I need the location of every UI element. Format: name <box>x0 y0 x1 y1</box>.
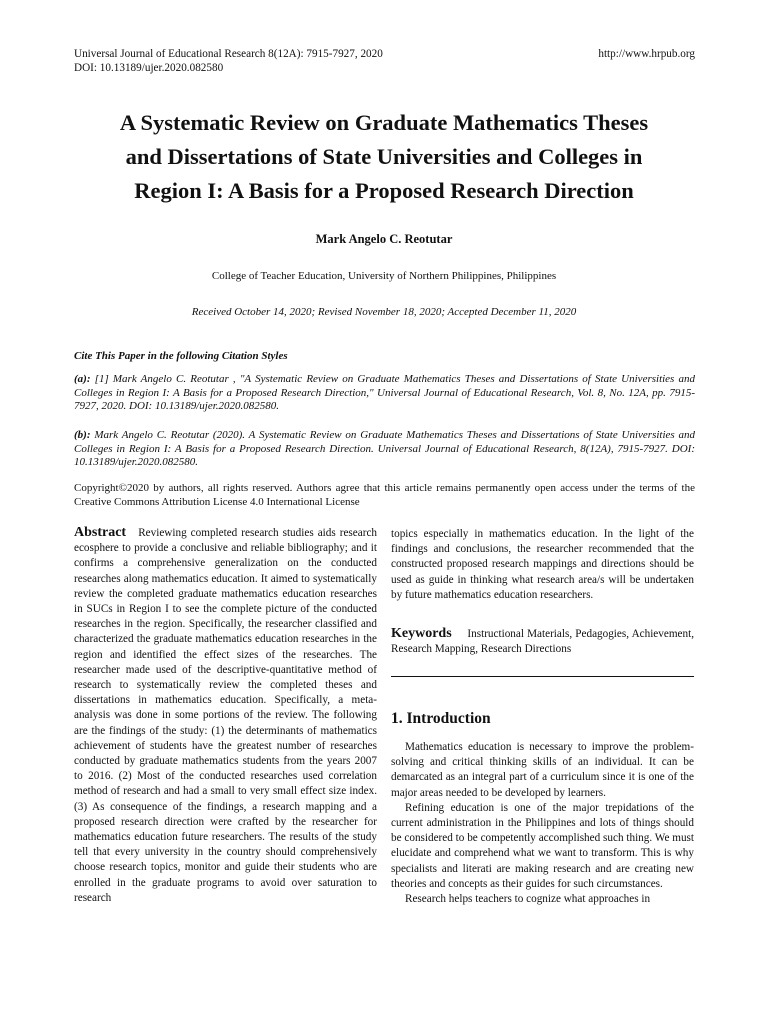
keywords-label: Keywords <box>391 626 452 641</box>
section-divider <box>391 676 694 677</box>
abstract <box>74 525 377 906</box>
journal-url[interactable]: http://www.hrpub.org <box>598 48 695 60</box>
citation-b-text: Mark Angelo C. Reotutar (2020). A Systematic Review on Graduate Mathematics Theses and Dissertations of State Universities and Colleges in Region I: A Basis for a Proposed Research Direction. Universal Journal of Educational Research, 8(12A), 7915-7927. DOI: 10.13189/ujer.2020.082580. <box>74 429 695 469</box>
citation-b-label: (b): <box>74 429 91 441</box>
introduction-heading: 1. Introduction <box>391 710 491 727</box>
intro-paragraph-1: Mathematics education is necessary to improve the problem-solving and critical thinking skills of an individual. It can be demarcated as an integral part of a curriculum since it is one of the major areas needed to be developed by learners. <box>391 741 694 799</box>
intro-paragraph-2: Refining education is one of the major trepidations of the current administration in the Philippines and lots of things should be considered to be competently accomplished such thing. We must elucidate and comprehend what we want to transform. This is why specialists and literati are making research and are creating new theories and concepts as their guides for such circumstances. <box>391 801 694 890</box>
affiliation: College of Teacher Education, University of Northern Philippines, Philippines <box>211 270 557 282</box>
introduction-body <box>391 740 694 907</box>
citation-style-b <box>74 429 695 470</box>
citation-a-label: (a): <box>74 373 91 385</box>
abstract-continuation: topics especially in mathematics education. In the light of the findings and conclusions, the researcher recommended that the constructed proposed research mappings and directions should be used as guide in thinking what research area/s will be undertaken by future mathematics education researchers. <box>391 528 694 601</box>
intro-paragraph-3: Research helps teachers to cognize what approaches in <box>405 893 651 906</box>
submission-dates: Received October 14, 2020; Revised November 18, 2020; Accepted December 11, 2020 <box>191 306 577 318</box>
abstract-label: Abstract <box>74 525 127 540</box>
paper-title <box>40 106 728 208</box>
citation-a-text: [1] Mark Angelo C. Reotutar , "A Systematic Review on Graduate Mathematics Theses and Dissertations of State Universities and Colleges in Region I: A Basis for a Proposed Research Direction," Universal Journal of Educational Research, Vol. 8, No. 12A, pp. 7915-7927, 2020. DOI: 10.13189/ujer.2020.082580. <box>74 373 696 413</box>
title-line-2: and Dissertations of State Universities and Colleges in <box>125 144 643 169</box>
title-line-3: Region I: A Basis for a Proposed Research Direction <box>134 178 634 203</box>
doi: DOI: 10.13189/ujer.2020.082580 <box>74 62 224 74</box>
author-name: Mark Angelo C. Reotutar <box>315 232 453 246</box>
title-line-1: A Systematic Review on Graduate Mathematics Theses <box>119 110 649 135</box>
copyright-notice: Copyright©2020 by authors, all rights reserved. Authors agree that this article remains permanently open access under the terms of the Creative Commons Attribution License 4.0 International License <box>74 482 695 508</box>
citation-heading: Cite This Paper in the following Citation Styles <box>74 350 288 362</box>
journal-citation: Universal Journal of Educational Research 8(12A): 7915-7927, 2020 <box>74 48 383 60</box>
citation-style-a <box>74 373 695 414</box>
keywords <box>391 626 694 657</box>
keywords-text: Instructional Materials, Pedagogies, Achievement, Research Mapping, Research Directions <box>391 628 695 656</box>
abstract-text: Reviewing completed research studies aids research ecosphere to provide a conclusive and reliable bibliography; and it confirms a comprehensive generalization on the conducted researches along mathematics education. It aimed to systematically review the completed graduate mathematics education researches in SUCs in Region I to see the complete picture of the conducted researches in the region. Specifically, the researcher classified and characterized the graduate mathematics education researches in the region and identified the effect sizes of the researches. The researcher made used of the descriptive-quantitative method of research to systematically review the completed theses and dissertations in mathematics education. Specifically, a meta-analysis was done in some portions of the review. The following are the findings of the study: (1) the determinants of mathematics achievement of students have the greatest number of researches conducted by graduate mathematics students from the years 2007 to 2016. (2) Most of the conducted researches used correlation method of research and had a small to very small effect size index. (3) As consequence of the findings, a research mapping and a proposed research direction were crafted by the researcher for mathematics education future researchers. The results of the study tell that every university in the country should comprehensively choose research topics, monitor and guide their students who are enrolled in the graduate programs to avoid over saturation to research <box>74 527 378 904</box>
